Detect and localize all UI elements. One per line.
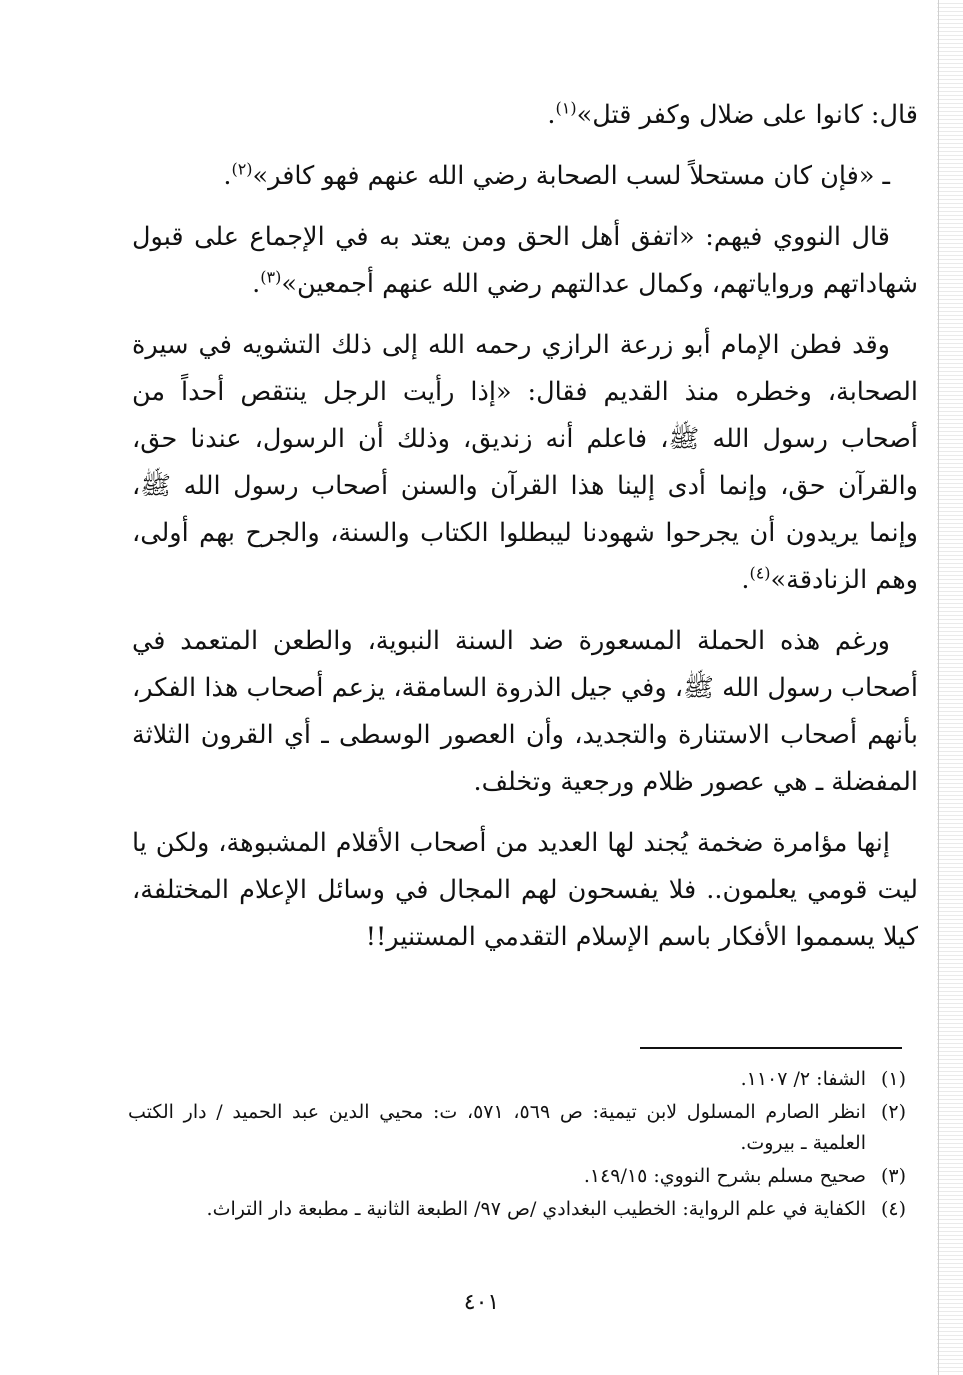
- page-edge-line: [938, 0, 939, 1375]
- footnote-ref-2[interactable]: (٢): [231, 159, 253, 179]
- footnote-2-number: (٢): [880, 1101, 906, 1123]
- paragraph-6-text: إنها مؤامرة ضخمة يُجند لها العديد من أصحاب الأقلام المشبوهة، ولكن يا ليت قومي يعلمون.. فلا يفسحون لهم المجال في وسائل الإعلام المختلفة، كيلا يسمموا الأفكار باسم الإسلام التقدمي المستنير!!: [132, 828, 918, 952]
- paragraph-3-tail: .: [252, 269, 261, 299]
- footnote-ref-1[interactable]: (١): [555, 98, 577, 118]
- paragraph-4-text: وقد فطن الإمام أبو زرعة الرازي رحمه الله إلى ذلك التشويه في سيرة الصحابة، وخطره منذ القديم فقال: «إذا رأيت الرجل ينتقص أحداً من أصحاب رسول الله ﷺ، فاعلم أنه زنديق، وذلك أن الرسول، عندنا حق، والقرآن حق، وإنما أدى إلينا هذا القرآن والسنن أصحاب رسول الله ﷺ، وإنما يريدون أن يجرحوا شهودنا ليبطلوا الكتاب والسنة، والجرح بهم أولى، وهم الزنادقة»: [132, 330, 919, 595]
- footnote-ref-3[interactable]: (٣): [260, 267, 282, 287]
- footnotes: [128, 1064, 906, 1227]
- footnote-4-text: الكفاية في علم الرواية: الخطيب البغدادي /ص ٩٧/ الطبعة الثانية ـ مطبعة دار التراث.: [206, 1198, 866, 1220]
- main-text: [132, 92, 918, 975]
- footnote-3-text: صحيح مسلم بشرح النووي: ١٤٩/١٥.: [583, 1165, 866, 1187]
- paragraph-3-text: قال النووي فيهم: «اتفق أهل الحق ومن يعتد به في الإجماع على قبول شهاداتهم ورواياتهم، وكمال عدالتهم رضي الله عنهم أجمعين»: [132, 222, 918, 299]
- footnote-3: [128, 1161, 906, 1192]
- footnote-3-number: (٣): [880, 1165, 906, 1187]
- footnote-4-number: (٤): [880, 1198, 906, 1220]
- paragraph-1-text: قال: كانوا على ضلال وكفر قتل»: [576, 100, 918, 130]
- paragraph-3: [132, 214, 918, 308]
- paragraph-2-text: ـ «فإن كان مستحلاً لسب الصحابة رضي الله عنهم فهو كافر»: [252, 161, 890, 191]
- paragraph-5: [132, 618, 918, 806]
- paragraph-4: [132, 322, 918, 604]
- footnote-1: [128, 1064, 906, 1095]
- paragraph-6: [132, 820, 918, 961]
- paragraph-1-tail: .: [547, 100, 556, 130]
- footnote-1-number: (١): [880, 1068, 906, 1090]
- paragraph-5-text: ورغم هذه الحملة المسعورة ضد السنة النبوية، والطعن المتعمد في أصحاب رسول الله ﷺ، وفي جيل الذروة السامقة، يزعم أصحاب هذا الفكر، بأنهم أصحاب الاستنارة والتجديد، وأن العصور الوسطى ـ أي القرون الثلاثة المفضلة ـ هي عصور ظلام ورجعية وتخلف.: [132, 626, 918, 797]
- footnote-2: [128, 1097, 906, 1159]
- footnote-1-text: الشفا: ٢/ ١١٠٧.: [740, 1068, 866, 1090]
- page-edge-texture: [937, 0, 963, 1375]
- paragraph-2: [132, 153, 918, 200]
- footnote-4: [128, 1194, 906, 1225]
- page-number: ٤٠١: [463, 1290, 500, 1315]
- paragraph-4-tail: .: [741, 565, 750, 595]
- footnote-separator: [640, 1047, 902, 1049]
- paragraph-2-tail: .: [223, 161, 232, 191]
- footnote-ref-4[interactable]: (٤): [749, 563, 771, 583]
- paragraph-1: [132, 92, 918, 139]
- footnote-2-text: انظر الصارم المسلول لابن تيمية: ص ٥٦٩، ٥٧١، ت: محيي الدين عبد الحميد / دار الكتب العلمية ـ بيروت.: [128, 1101, 866, 1154]
